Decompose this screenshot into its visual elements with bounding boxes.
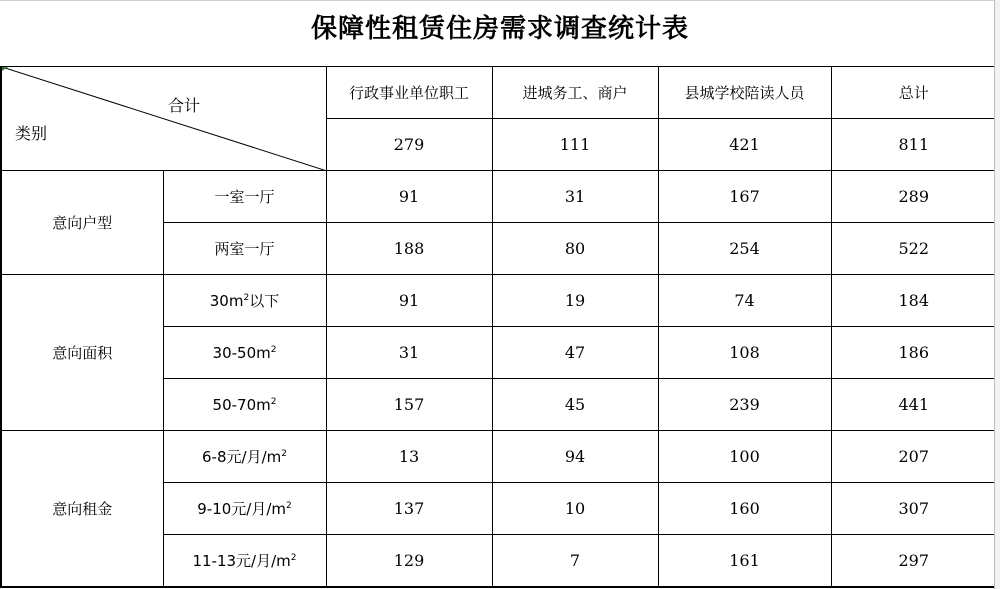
data-cell[interactable]: 108	[658, 327, 831, 379]
data-cell[interactable]: 19	[492, 275, 658, 327]
column-header[interactable]: 总计	[831, 67, 997, 119]
superscript: 2	[286, 501, 292, 511]
data-cell[interactable]: 167	[658, 171, 831, 223]
subcategory-label[interactable]	[163, 379, 326, 431]
subcategory-base: 6-8元/月/m	[202, 448, 282, 466]
data-cell[interactable]: 94	[492, 431, 658, 483]
data-cell[interactable]: 522	[831, 223, 997, 275]
data-cell[interactable]: 186	[831, 327, 997, 379]
subcategory-label[interactable]	[163, 275, 326, 327]
subcategory-label[interactable]: 一室一厅	[163, 171, 326, 223]
subcategory-base: 30-50m	[212, 343, 271, 362]
column-header[interactable]: 进城务工、商户	[492, 67, 658, 119]
group-label[interactable]: 意向面积	[1, 275, 163, 431]
data-cell[interactable]: 297	[831, 535, 997, 588]
data-cell[interactable]: 207	[831, 431, 997, 483]
subcategory-base: 9-10元/月/m	[197, 500, 287, 518]
data-cell[interactable]: 74	[658, 275, 831, 327]
window-scroll-edge[interactable]	[994, 0, 1000, 589]
table-row	[1, 275, 997, 327]
data-cell[interactable]: 10	[492, 483, 658, 535]
total-cell[interactable]: 421	[658, 119, 831, 171]
subcategory-label[interactable]	[163, 483, 326, 535]
header-diag-top-label: 合计	[168, 96, 201, 115]
header-row	[1, 67, 997, 119]
column-header[interactable]: 县城学校陪读人员	[658, 67, 831, 119]
data-cell[interactable]: 80	[492, 223, 658, 275]
total-cell[interactable]: 279	[326, 119, 492, 171]
data-cell[interactable]: 289	[831, 171, 997, 223]
column-header[interactable]: 行政事业单位职工	[326, 67, 492, 119]
subcategory-label[interactable]: 两室一厅	[163, 223, 326, 275]
data-cell[interactable]: 184	[831, 275, 997, 327]
group-label[interactable]: 意向租金	[1, 431, 163, 588]
page-title: 保障性租赁住房需求调查统计表	[310, 14, 689, 44]
subcategory-label[interactable]	[163, 431, 326, 483]
superscript: 2	[270, 396, 277, 407]
subcategory-tail: 以下	[249, 292, 280, 310]
data-cell[interactable]: 157	[326, 379, 492, 431]
data-cell[interactable]: 47	[492, 327, 658, 379]
survey-table	[0, 66, 998, 588]
data-cell[interactable]: 91	[326, 171, 492, 223]
superscript: 2	[270, 344, 277, 355]
subcategory-label[interactable]	[163, 327, 326, 379]
subcategory-base: 11-13元/月/m	[192, 552, 291, 570]
table-row	[1, 431, 997, 483]
superscript: 2	[290, 553, 297, 563]
data-cell[interactable]: 45	[492, 379, 658, 431]
data-cell[interactable]: 188	[326, 223, 492, 275]
data-cell[interactable]: 161	[658, 535, 831, 588]
data-cell[interactable]: 31	[326, 327, 492, 379]
group-label[interactable]: 意向户型	[1, 171, 163, 275]
superscript: 2	[243, 293, 250, 303]
subcategory-label[interactable]	[163, 535, 326, 588]
total-cell[interactable]: 811	[831, 119, 997, 171]
table-row	[1, 171, 997, 223]
data-cell[interactable]: 100	[658, 431, 831, 483]
data-cell[interactable]: 7	[492, 535, 658, 588]
data-cell[interactable]: 91	[326, 275, 492, 327]
data-cell[interactable]: 13	[326, 431, 492, 483]
superscript: 2	[281, 449, 287, 459]
subcategory-base: 30m	[209, 292, 244, 310]
data-cell[interactable]: 160	[658, 483, 831, 535]
data-cell[interactable]: 31	[492, 171, 658, 223]
data-cell[interactable]: 129	[326, 535, 492, 588]
total-cell[interactable]: 111	[492, 119, 658, 171]
data-cell[interactable]: 239	[658, 379, 831, 431]
data-cell[interactable]: 441	[831, 379, 997, 431]
diagonal-divider	[2, 67, 327, 171]
sheet-gridline	[0, 0, 1000, 1]
data-cell[interactable]: 307	[831, 483, 997, 535]
header-diag-bottom-label: 类别	[15, 124, 48, 143]
data-cell[interactable]: 254	[658, 223, 831, 275]
header-corner-cell[interactable]	[1, 67, 326, 171]
subcategory-base: 50-70m	[212, 395, 271, 414]
data-cell[interactable]: 137	[326, 483, 492, 535]
